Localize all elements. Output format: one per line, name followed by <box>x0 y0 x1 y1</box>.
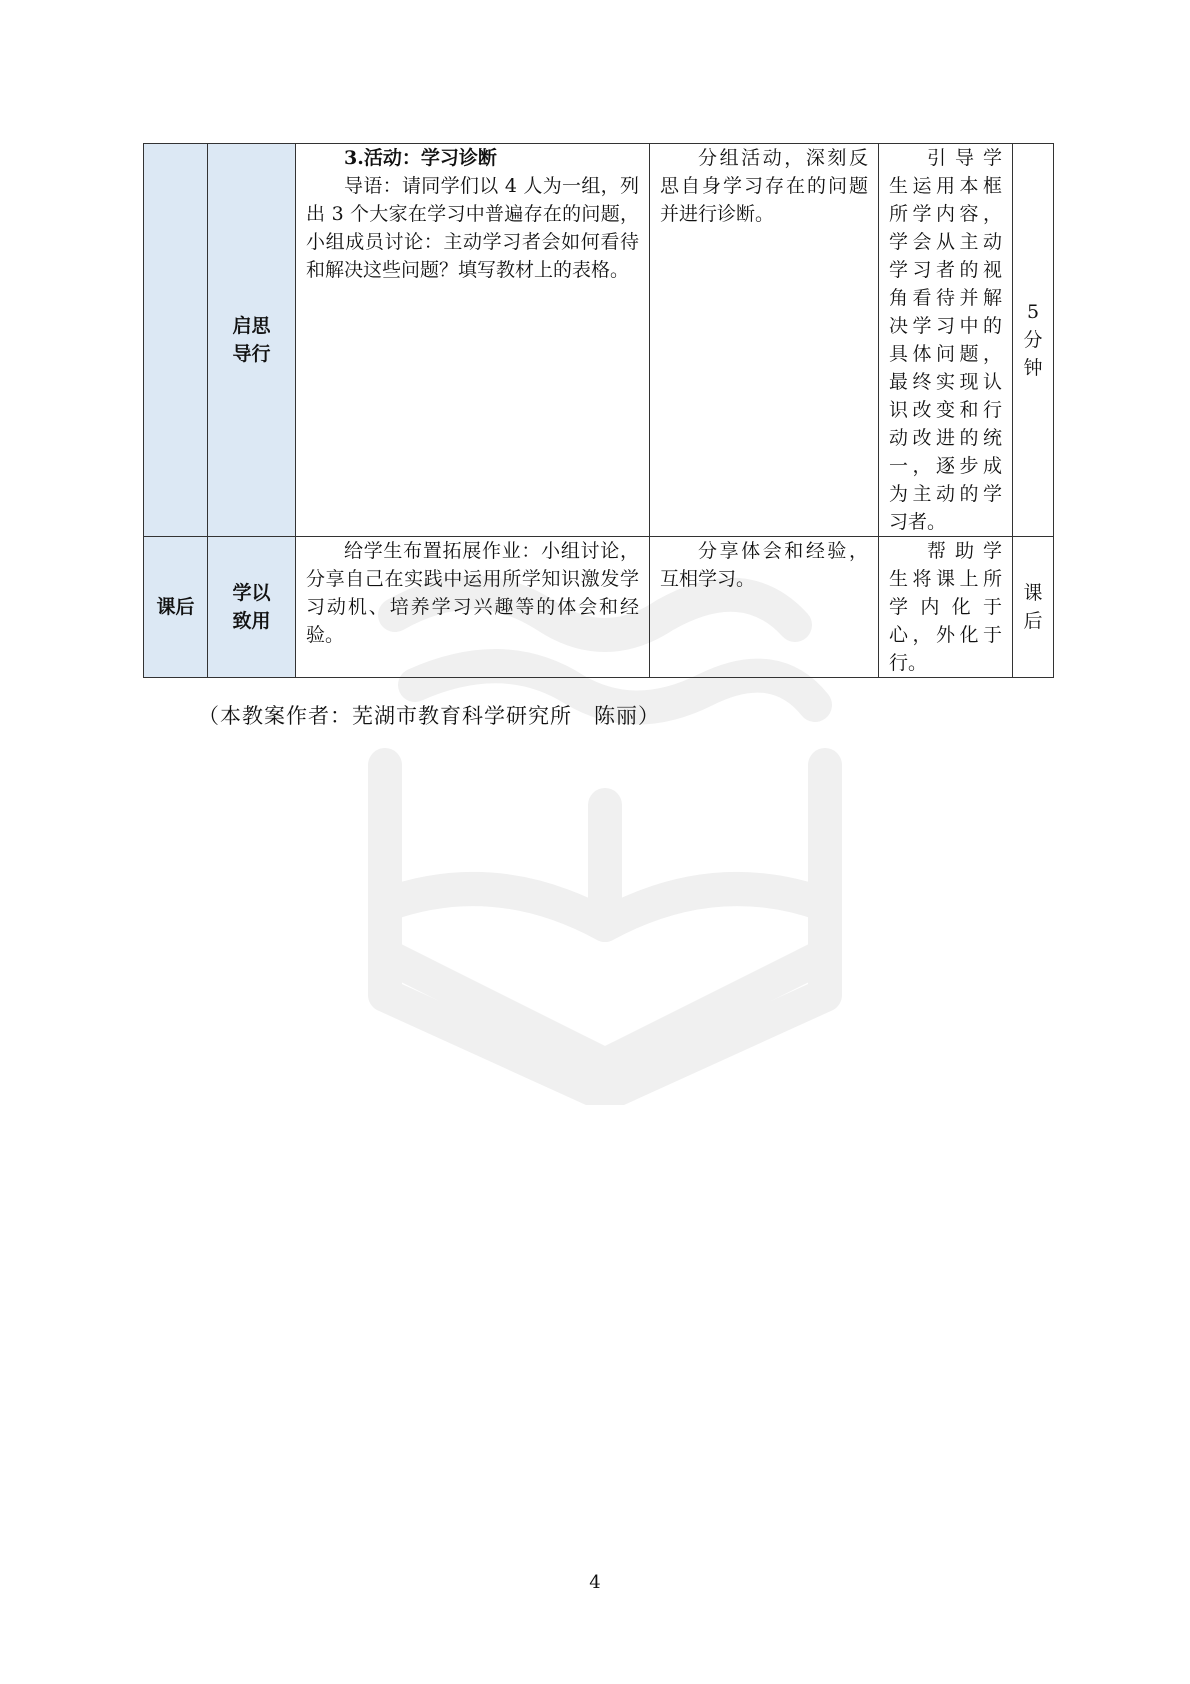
phase-cell <box>208 144 296 537</box>
teacher-activity-cell <box>296 144 650 537</box>
stage-cell <box>144 537 208 678</box>
page-number: 4 <box>589 1572 601 1593</box>
student-activity-text: 分享体会和经验，互相学习。 <box>660 540 868 590</box>
design-intent-text: 帮助学生将课上所学内化于心，外化于行。 <box>889 540 1002 674</box>
phase-label: 启思导行 <box>232 315 271 365</box>
stage-label: 课后 <box>156 596 195 618</box>
time-cell <box>1013 537 1054 678</box>
activity-text: 给学生布置拓展作业：小组讨论，分享自己在实践中运用所学知识激发学习动机、培养学习兴趣等的体会和经验。 <box>306 540 639 646</box>
time-cell <box>1013 144 1054 537</box>
teacher-activity-cell <box>296 537 650 678</box>
author-note: （本教案作者：芜湖市教育科学研究所 陈丽） <box>198 704 660 728</box>
phase-cell <box>208 537 296 678</box>
student-activity-text: 分组活动，深刻反思自身学习存在的问题并进行诊断。 <box>660 147 868 225</box>
design-intent-cell <box>879 537 1013 678</box>
time-text: 5 分 钟 <box>1023 301 1043 379</box>
stage-cell-empty <box>144 144 208 537</box>
design-intent-cell <box>879 144 1013 537</box>
activity-text: 导语：请同学们以 4 人为一组，列出 3 个大家在学习中普遍存在的问题，小组成员讨论：主动学习者会如何看待和解决这些问题？填写教材上的表格。 <box>306 175 639 281</box>
activity-title: 3.活动：学习诊断 <box>344 147 497 169</box>
student-activity-cell <box>650 144 879 537</box>
lesson-plan-table <box>143 143 1054 678</box>
time-text: 课 后 <box>1023 582 1043 632</box>
phase-label: 学以致用 <box>232 582 271 632</box>
table-row <box>144 537 1054 678</box>
design-intent-text: 引导学生运用本框所学内容，学会从主动学习者的视角看待并解决学习中的具体问题，最终实现认识改变和行动改进的统一，逐步成为主动的学习者。 <box>889 147 1002 533</box>
student-activity-cell <box>650 537 879 678</box>
table-row <box>144 144 1054 537</box>
